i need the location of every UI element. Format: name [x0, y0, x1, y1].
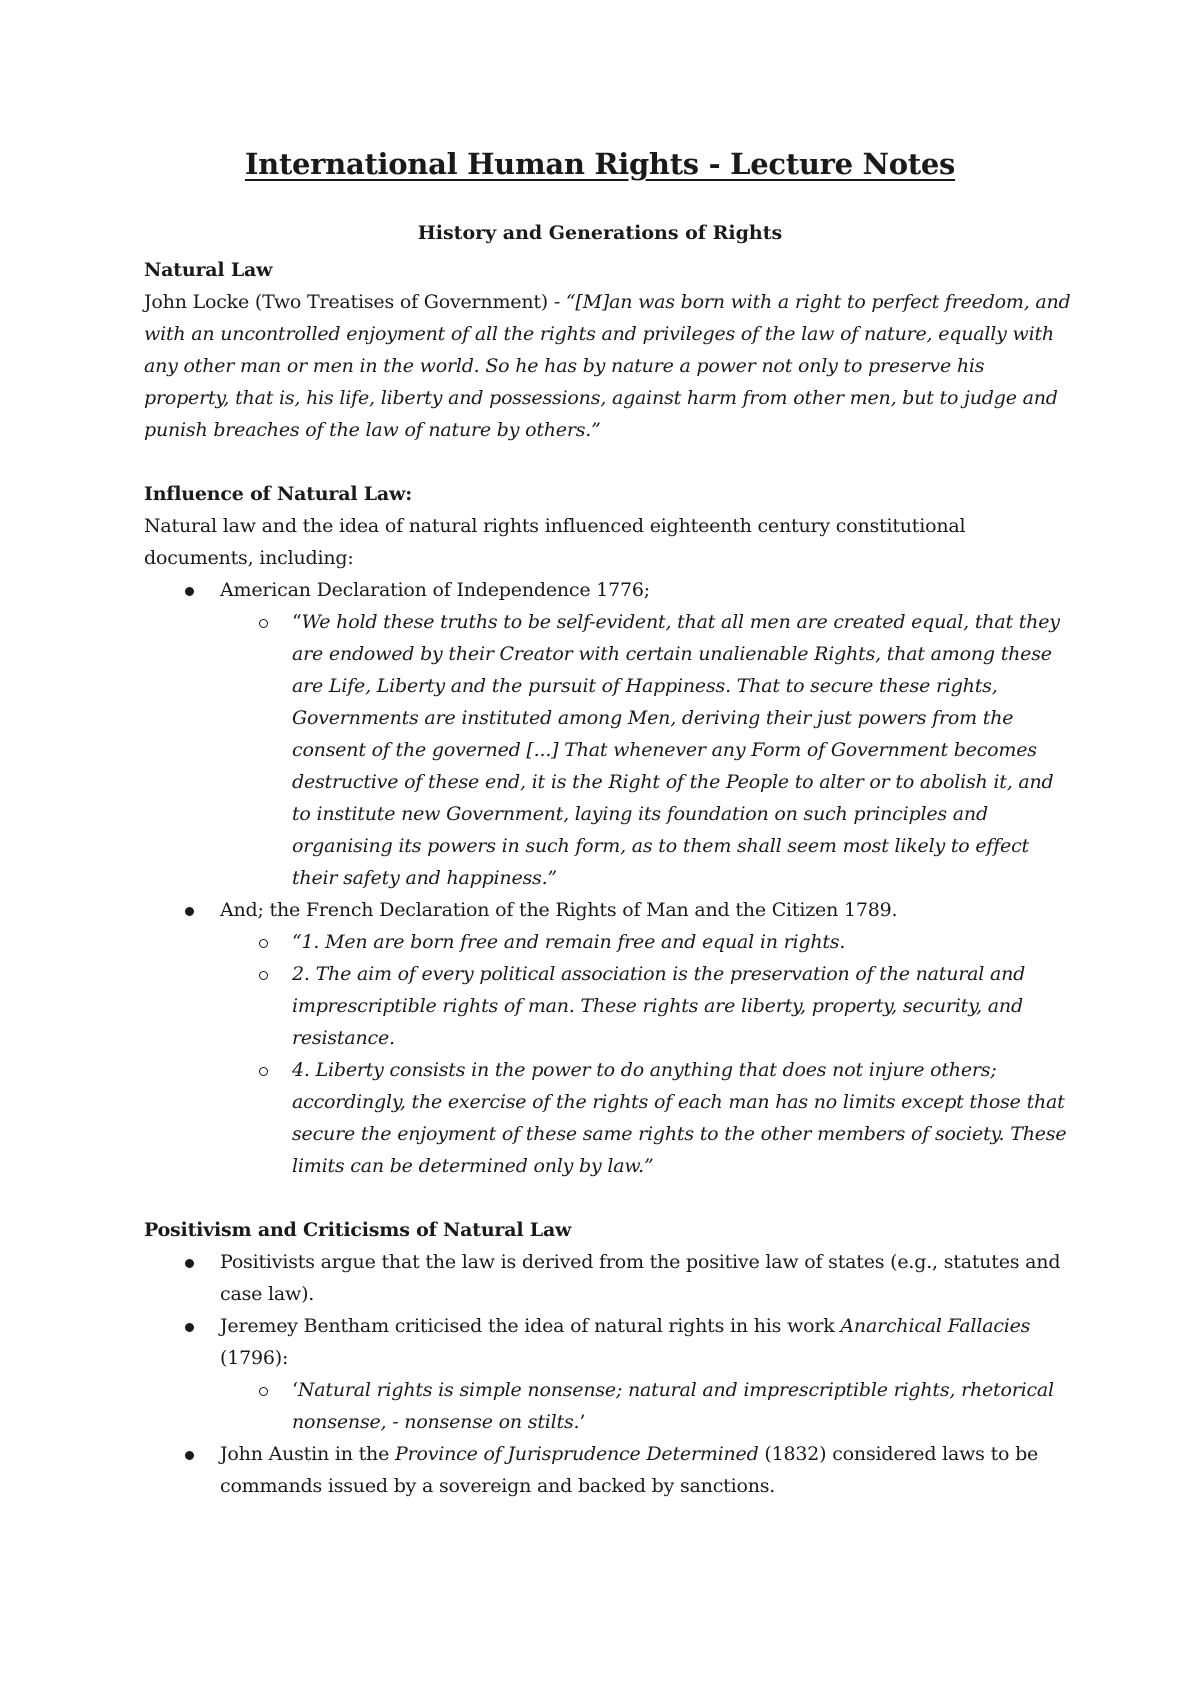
list-item [144, 1054, 1074, 1182]
list-item [144, 1246, 1074, 1310]
list-item [144, 1310, 1074, 1374]
locke-intro: John Locke (Two Treatises of Government) - [144, 291, 566, 313]
list-item-text: (1832) considered laws to be commands issued by a sovereign and backed by sanctions. [220, 1443, 1039, 1497]
list-item-text: (1796): [220, 1347, 289, 1369]
document-body [144, 254, 1074, 1502]
list-item [144, 606, 1074, 894]
quote-close: ’ [579, 1411, 586, 1433]
list-item-text: Jeremey Bentham criticised the idea of natural rights in his work [220, 1315, 841, 1337]
bullet-icon [185, 1323, 194, 1332]
list-item-text: American Declaration of Independence 1776; [220, 579, 650, 601]
bullet-icon [185, 1451, 194, 1460]
bullet-icon [185, 1259, 194, 1268]
bullet-icon [185, 587, 194, 596]
list-item [144, 574, 1074, 606]
locke-quote: “[M]an was born with a right to perfect freedom, and with an uncontrolled enjoyment of all the rights and privileges of the law of nature, equally with any other man or men in the world. So he has by nature a power not only to preserve his property, that is, his life, liberty and possessions, against harm from other men, but to judge and punish breaches of the law of nature by others.” [144, 291, 1071, 441]
list-item [144, 958, 1074, 1054]
list-item-text: John Austin in the [220, 1443, 395, 1465]
list-item [144, 894, 1074, 926]
positivism-list [144, 1246, 1074, 1502]
influence-intro: Natural law and the idea of natural rights influenced eighteenth century constitutional documents, including: [144, 515, 966, 569]
circle-bullet-icon [259, 939, 268, 948]
article-quote: 4. Liberty consists in the power to do anything that does not injure others; accordingly, the exercise of the rights of each man has no limits except those that secure the enjoyment of these same rights to the other members of society. These limits can be determined only by law.” [292, 1059, 1067, 1177]
list-item [144, 1438, 1074, 1502]
natural-law-heading: Natural Law [144, 259, 273, 281]
bentham-quote: Natural rights is simple nonsense; natural and imprescriptible rights, rhetorical nonsense, - nonsense on stilts. [292, 1379, 1054, 1433]
influence-list [144, 574, 1074, 1182]
quote-open: ‘ [292, 1379, 298, 1401]
circle-bullet-icon [259, 619, 268, 628]
natural-law-paragraph [144, 286, 1074, 446]
circle-bullet-icon [259, 1067, 268, 1076]
spacer [144, 1182, 1074, 1214]
positivism-heading: Positivism and Criticisms of Natural Law [144, 1219, 572, 1241]
work-title: Province of Jurisprudence Determined [394, 1443, 759, 1465]
article-quote: “1. Men are born free and remain free and equal in rights. [292, 931, 846, 953]
circle-bullet-icon [259, 971, 268, 980]
list-item [144, 1374, 1074, 1438]
article-quote: 2. The aim of every political association is the preservation of the natural and imprescriptible rights of man. These rights are liberty, property, security, and resistance. [292, 963, 1026, 1049]
work-title: Anarchical Fallacies [840, 1315, 1031, 1337]
list-item-text: Positivists argue that the law is derived from the positive law of states (e.g., statutes and case law). [220, 1251, 1061, 1305]
spacer [144, 446, 1074, 478]
page-title: International Human Rights - Lecture Notes [244, 147, 956, 181]
list-item [144, 926, 1074, 958]
list-item-text: And; the French Declaration of the Rights of Man and the Citizen 1789. [220, 899, 898, 921]
declaration-quote: We hold these truths to be self-evident, that all men are created equal, that they are endowed by their Creator with certain unalienable Rights, that among these are Life, Liberty and the pursuit of Happiness. That to secure these rights, Governments are instituted among Men, deriving their just powers from the consent of the governed [...] That whenever any Form of Government becomes destructive of these end, it is the Right of the People to alter or to abolish it, and to institute new Government, laying its foundation on such principles and organising its powers in such form, as to them shall seem most likely to effect their safety and happiness.” [292, 611, 1060, 889]
section-subtitle: History and Generations of Rights [417, 222, 783, 244]
influence-heading: Influence of Natural Law: [144, 483, 413, 505]
quote-open: “ [292, 611, 302, 633]
bullet-icon [185, 907, 194, 916]
circle-bullet-icon [259, 1387, 268, 1396]
